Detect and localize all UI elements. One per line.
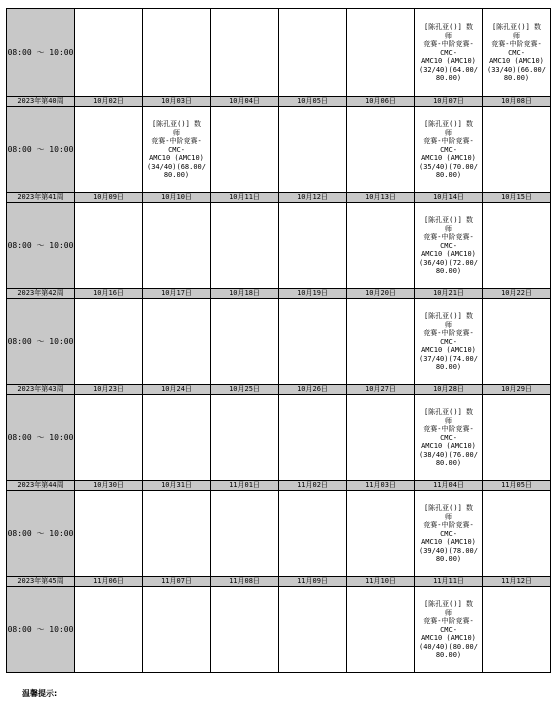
date-header: 10月12日 [279, 193, 347, 203]
time-slot-row [7, 203, 551, 289]
lesson-line: 竞赛-中阶竞赛- [151, 137, 202, 146]
day-cell[interactable] [143, 299, 211, 385]
lesson-line: 80.00) [435, 267, 462, 276]
day-cell[interactable] [211, 107, 279, 193]
lesson-entry[interactable] [143, 119, 210, 180]
lesson-line: (38/40)(76.00/ [418, 450, 478, 459]
lesson-line: CMC- [440, 433, 457, 442]
schedule-table [6, 8, 551, 673]
date-header: 11月11日 [415, 577, 483, 587]
day-cell[interactable] [75, 491, 143, 577]
week-header-row [7, 577, 551, 587]
lesson-line: 竞赛-中阶竞赛- [491, 40, 542, 49]
date-header: 10月24日 [143, 385, 211, 395]
lesson-line: 师 [445, 512, 452, 521]
lesson-line: 80.00) [163, 171, 190, 180]
lesson-line: CMC- [440, 625, 457, 634]
time-slot-label: 08:00 ～ 10:00 [7, 491, 75, 577]
lesson-line: 师 [445, 416, 452, 425]
date-header: 10月25日 [211, 385, 279, 395]
lesson-line: 竞赛-中阶竞赛- [423, 40, 474, 49]
day-cell[interactable] [143, 395, 211, 481]
day-cell[interactable] [143, 9, 211, 97]
lesson-line: CMC- [440, 145, 457, 154]
date-header: 10月15日 [483, 193, 551, 203]
lesson-line: (34/40)(68.00/ [146, 162, 206, 171]
lesson-line: AMC10 (AMC10) [421, 442, 476, 451]
lesson-entry[interactable] [415, 407, 482, 468]
lesson-entry[interactable] [415, 311, 482, 372]
day-cell[interactable] [483, 299, 551, 385]
lesson-line: AMC10 (AMC10) [489, 57, 544, 66]
day-cell[interactable] [483, 491, 551, 577]
date-header: 10月17日 [143, 289, 211, 299]
lesson-line: CMC- [440, 337, 457, 346]
lesson-line: (36/40)(72.00/ [418, 258, 478, 267]
date-header: 10月16日 [75, 289, 143, 299]
day-cell[interactable] [75, 9, 143, 97]
date-header: 11月01日 [211, 481, 279, 491]
day-cell[interactable] [415, 395, 483, 481]
time-slot-label: 08:00 ～ 10:00 [7, 107, 75, 193]
date-header: 10月28日 [415, 385, 483, 395]
lesson-entry[interactable] [415, 22, 482, 83]
day-cell[interactable] [347, 395, 415, 481]
day-cell[interactable] [347, 299, 415, 385]
week-header-row [7, 481, 551, 491]
date-header: 10月11日 [211, 193, 279, 203]
date-header: 10月18日 [211, 289, 279, 299]
date-header: 10月13日 [347, 193, 415, 203]
day-cell[interactable] [347, 203, 415, 289]
day-cell[interactable] [415, 107, 483, 193]
date-header: 10月09日 [75, 193, 143, 203]
day-cell[interactable] [143, 203, 211, 289]
lesson-line: (39/40)(78.00/ [418, 546, 478, 555]
lesson-line: (35/40)(70.00/ [418, 162, 478, 171]
day-cell[interactable] [75, 395, 143, 481]
footer-tip: 温馨提示: [22, 689, 58, 698]
date-header: 10月26日 [279, 385, 347, 395]
day-cell[interactable] [415, 587, 483, 673]
day-cell[interactable] [143, 587, 211, 673]
lesson-line: 竞赛-中阶竞赛- [423, 137, 474, 146]
lesson-line: 80.00) [435, 651, 462, 660]
lesson-line: (37/40)(74.00/ [418, 354, 478, 363]
day-cell[interactable] [143, 491, 211, 577]
lesson-line: 80.00) [435, 74, 462, 83]
day-cell[interactable] [279, 587, 347, 673]
day-cell[interactable] [415, 203, 483, 289]
lesson-line: [陈孔亚()] 数 [423, 215, 474, 224]
lesson-line: [陈孔亚()] 数 [423, 599, 474, 608]
day-cell[interactable] [211, 587, 279, 673]
day-cell[interactable] [483, 107, 551, 193]
week-header-row [7, 385, 551, 395]
week-label: 2023年第44周 [7, 481, 75, 491]
day-cell[interactable] [75, 203, 143, 289]
day-cell[interactable] [279, 9, 347, 97]
lesson-line: 竞赛-中阶竞赛- [423, 521, 474, 530]
lesson-line: [陈孔亚()] 数 [423, 503, 474, 512]
day-cell[interactable] [75, 587, 143, 673]
time-slot-row [7, 107, 551, 193]
lesson-line: AMC10 (AMC10) [421, 634, 476, 643]
lesson-line: (40/40)(80.00/ [418, 642, 478, 651]
lesson-line: 师 [445, 128, 452, 137]
lesson-entry[interactable] [415, 215, 482, 276]
date-header: 11月02日 [279, 481, 347, 491]
week-header-row [7, 289, 551, 299]
lesson-entry[interactable] [415, 119, 482, 180]
day-cell[interactable] [347, 107, 415, 193]
date-header: 10月05日 [279, 97, 347, 107]
date-header: 11月03日 [347, 481, 415, 491]
lesson-line: [陈孔亚()] 数 [491, 22, 542, 31]
time-slot-label: 08:00 ～ 10:00 [7, 9, 75, 97]
day-cell[interactable] [211, 203, 279, 289]
time-slot-label: 08:00 ～ 10:00 [7, 395, 75, 481]
week-label: 2023年第43周 [7, 385, 75, 395]
date-header: 11月07日 [143, 577, 211, 587]
lesson-line: 80.00) [435, 459, 462, 468]
date-header: 10月06日 [347, 97, 415, 107]
lesson-line: [陈孔亚()] 数 [423, 311, 474, 320]
day-cell[interactable] [483, 587, 551, 673]
lesson-line: CMC- [440, 48, 457, 57]
lesson-line: 师 [445, 224, 452, 233]
lesson-line: (33/40)(66.00/ [486, 65, 546, 74]
lesson-line: [陈孔亚()] 数 [423, 407, 474, 416]
week-label: 2023年第40周 [7, 97, 75, 107]
lesson-line: 师 [445, 320, 452, 329]
lesson-line: 竞赛-中阶竞赛- [423, 425, 474, 434]
week-label: 2023年第41周 [7, 193, 75, 203]
day-cell[interactable] [279, 395, 347, 481]
lesson-entry[interactable] [415, 503, 482, 564]
lesson-entry[interactable] [483, 22, 550, 83]
day-cell[interactable] [279, 299, 347, 385]
date-header: 11月06日 [75, 577, 143, 587]
date-header: 10月03日 [143, 97, 211, 107]
day-cell[interactable] [483, 395, 551, 481]
day-cell[interactable] [483, 9, 551, 97]
week-label: 2023年第42周 [7, 289, 75, 299]
day-cell[interactable] [415, 9, 483, 97]
lesson-line: [陈孔亚()] 数 [151, 119, 202, 128]
date-header: 11月04日 [415, 481, 483, 491]
lesson-line: (32/40)(64.00/ [418, 65, 478, 74]
time-slot-label: 08:00 ～ 10:00 [7, 587, 75, 673]
day-cell[interactable] [279, 491, 347, 577]
date-header: 11月05日 [483, 481, 551, 491]
date-header: 10月21日 [415, 289, 483, 299]
lesson-line: CMC- [168, 145, 185, 154]
day-cell[interactable] [279, 107, 347, 193]
time-slot-row [7, 587, 551, 673]
lesson-line: 师 [445, 31, 452, 40]
day-cell[interactable] [347, 9, 415, 97]
date-header: 10月29日 [483, 385, 551, 395]
date-header: 10月31日 [143, 481, 211, 491]
lesson-line: 80.00) [435, 171, 462, 180]
lesson-entry[interactable] [415, 599, 482, 660]
date-header: 10月20日 [347, 289, 415, 299]
lesson-line: 80.00) [503, 74, 530, 83]
date-header: 10月04日 [211, 97, 279, 107]
time-slot-row [7, 299, 551, 385]
lesson-line: AMC10 (AMC10) [421, 250, 476, 259]
week-label: 2023年第45周 [7, 577, 75, 587]
date-header: 10月07日 [415, 97, 483, 107]
date-header: 10月27日 [347, 385, 415, 395]
time-slot-row [7, 9, 551, 97]
lesson-line: [陈孔亚()] 数 [423, 119, 474, 128]
day-cell[interactable] [75, 107, 143, 193]
time-slot-row [7, 395, 551, 481]
date-header: 10月22日 [483, 289, 551, 299]
lesson-line: AMC10 (AMC10) [421, 346, 476, 355]
lesson-line: [陈孔亚()] 数 [423, 22, 474, 31]
day-cell[interactable] [279, 203, 347, 289]
lesson-line: AMC10 (AMC10) [421, 154, 476, 163]
day-cell[interactable] [211, 9, 279, 97]
lesson-line: AMC10 (AMC10) [421, 538, 476, 547]
lesson-line: CMC- [508, 48, 525, 57]
day-cell[interactable] [211, 395, 279, 481]
lesson-line: 竞赛-中阶竞赛- [423, 329, 474, 338]
date-header: 11月10日 [347, 577, 415, 587]
time-slot-row [7, 491, 551, 577]
day-cell[interactable] [143, 107, 211, 193]
date-header: 11月12日 [483, 577, 551, 587]
week-header-row [7, 97, 551, 107]
week-header-row [7, 193, 551, 203]
lesson-line: 师 [445, 608, 452, 617]
day-cell[interactable] [211, 491, 279, 577]
date-header: 10月08日 [483, 97, 551, 107]
day-cell[interactable] [483, 203, 551, 289]
lesson-line: 80.00) [435, 555, 462, 564]
day-cell[interactable] [415, 491, 483, 577]
lesson-line: CMC- [440, 529, 457, 538]
date-header: 11月08日 [211, 577, 279, 587]
lesson-line: 师 [513, 31, 520, 40]
day-cell[interactable] [211, 299, 279, 385]
lesson-line: CMC- [440, 241, 457, 250]
lesson-line: 竞赛-中阶竞赛- [423, 617, 474, 626]
lesson-line: AMC10 (AMC10) [149, 154, 204, 163]
day-cell[interactable] [347, 491, 415, 577]
time-slot-label: 08:00 ～ 10:00 [7, 203, 75, 289]
date-header: 11月09日 [279, 577, 347, 587]
day-cell[interactable] [415, 299, 483, 385]
lesson-line: 竞赛-中阶竞赛- [423, 233, 474, 242]
date-header: 10月30日 [75, 481, 143, 491]
lesson-line: 师 [173, 128, 180, 137]
lesson-line: AMC10 (AMC10) [421, 57, 476, 66]
date-header: 10月02日 [75, 97, 143, 107]
date-header: 10月10日 [143, 193, 211, 203]
date-header: 10月23日 [75, 385, 143, 395]
lesson-line: 80.00) [435, 363, 462, 372]
day-cell[interactable] [75, 299, 143, 385]
day-cell[interactable] [347, 587, 415, 673]
time-slot-label: 08:00 ～ 10:00 [7, 299, 75, 385]
date-header: 10月14日 [415, 193, 483, 203]
date-header: 10月19日 [279, 289, 347, 299]
